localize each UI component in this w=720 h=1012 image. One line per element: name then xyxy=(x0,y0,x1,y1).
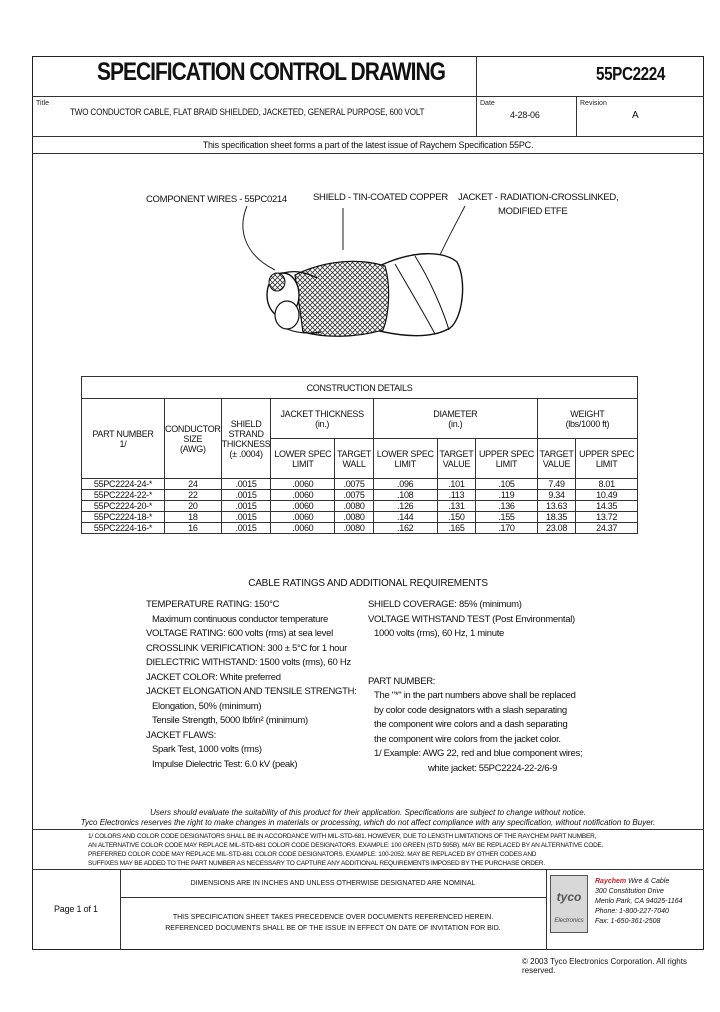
sub-weight-upper-1: UPPER SPEC xyxy=(579,448,635,459)
table-cell: .136 xyxy=(476,501,538,512)
ratings-left-column xyxy=(146,598,357,772)
note-line: PREFERRED COLOR CODE MAY REPLACE MIL-STD-681 COLOR CODE DESIGNATORS. EXAMPLE: 100-2052. MAY BE REPLACED BY OTHER CODES AND xyxy=(88,851,537,858)
table-cell: 24.37 xyxy=(576,523,638,534)
rating-line: CROSSLINK VERIFICATION: 300 ± 5°C for 1 hour xyxy=(146,642,348,654)
sub-diam-upper xyxy=(476,439,538,479)
sub-weight-target-2: VALUE xyxy=(542,458,571,469)
intro-divider xyxy=(32,153,704,154)
sub-diam-target-2: VALUE xyxy=(442,458,471,469)
table-cell: .0060 xyxy=(271,479,335,490)
rating-line: VOLTAGE WITHSTAND TEST (Post Environmental) xyxy=(368,613,575,625)
rating-line: Maximum continuous conductor temperature xyxy=(152,613,328,625)
table-row xyxy=(82,501,638,512)
note-line: AN ALTERNATIVE COLOR CODE MAY REPLACE MIL-STD-681 COLOR CODE DESIGNATORS. EXAMPLE: 100 GREEN (STD 595B). MAY BE REPLACED BY AN ALTERNATIVE CODE. xyxy=(88,842,604,849)
table-cell: .165 xyxy=(437,523,476,534)
company-address-1: 300 Constitution Drive xyxy=(595,888,664,895)
company-block xyxy=(595,877,683,927)
header-part-number xyxy=(82,399,165,479)
rating-line: JACKET COLOR: White preferred xyxy=(146,671,281,683)
sub-diam-target xyxy=(437,439,476,479)
sub-jacket-target-1: TARGET xyxy=(337,448,372,459)
table-cell: .096 xyxy=(373,479,437,490)
header-diameter xyxy=(373,399,537,439)
table-cell: .126 xyxy=(373,501,437,512)
header-conductor-1: CONDUCTOR xyxy=(165,423,221,434)
intro-text: This specification sheet forms a part of the latest issue of Raychem Specification 55PC. xyxy=(202,140,534,150)
rating-line: JACKET FLAWS: xyxy=(146,729,217,741)
table-cell: .131 xyxy=(437,501,476,512)
rating-line: the component wire colors and a dash separating xyxy=(374,719,568,730)
table-cell: .0060 xyxy=(271,523,335,534)
leader-wires xyxy=(243,206,275,270)
table-cell: .150 xyxy=(437,512,476,523)
date-label: Date xyxy=(480,100,495,107)
table-cell: 14.35 xyxy=(576,501,638,512)
rating-line: Spark Test, 1000 volts (rms) xyxy=(152,744,262,755)
table-cell: .0080 xyxy=(335,523,374,534)
sub-jacket-target-2: WALL xyxy=(342,458,366,469)
sub-diam-lower-2: LIMIT xyxy=(394,458,416,469)
sub-weight-target-1: TARGET xyxy=(539,448,574,459)
cable-illustration xyxy=(225,200,485,350)
header-diameter-2: (in.) xyxy=(448,418,463,429)
sub-diam-upper-2: LIMIT xyxy=(495,458,518,469)
header-shield-3: THICKNESS xyxy=(221,438,271,449)
sub-jacket-target xyxy=(335,439,374,479)
table-cell: .0060 xyxy=(271,512,335,523)
construction-title: CONSTRUCTION DETAILS xyxy=(82,377,638,399)
ratings-title: CABLE RATINGS AND ADDITIONAL REQUIREMENTS xyxy=(248,578,488,589)
ratings-right-column xyxy=(368,598,582,776)
table-cell: .0015 xyxy=(221,523,271,534)
tyco-logo-word: tyco xyxy=(556,890,582,904)
table-cell: 55PC2224-20-* xyxy=(82,501,165,512)
table-cell: .0060 xyxy=(271,490,335,501)
rating-line: 1/ Example: AWG 22, red and blue component wires; xyxy=(374,748,583,759)
date-value: 4-28-06 xyxy=(510,110,540,120)
title-value: TWO CONDUCTOR CABLE, FLAT BRAID SHIELDED, JACKETED, GENERAL PURPOSE, 600 VOLT xyxy=(70,107,425,117)
rating-line: Elongation, 50% (minimum) xyxy=(152,700,262,712)
table-cell: .101 xyxy=(437,479,476,490)
label-component-wires: COMPONENT WIRES - 55PC0214 xyxy=(146,194,287,205)
table-cell: .162 xyxy=(373,523,437,534)
page-number: Page 1 of 1 xyxy=(54,904,98,914)
rating-line: The "*" in the part numbers above shall be replaced xyxy=(374,690,576,701)
footer-vdivider-2 xyxy=(546,869,547,950)
footer-mid-rule xyxy=(120,897,546,898)
table-cell: 22 xyxy=(165,490,222,501)
table-cell: 55PC2224-22-* xyxy=(82,490,165,501)
table-cell: .0015 xyxy=(221,490,271,501)
header-weight-2: (lbs/1000 ft) xyxy=(565,418,610,429)
table-cell: .0015 xyxy=(221,512,271,523)
rating-line: Impulse Dielectric Test: 6.0 kV (peak) xyxy=(152,758,298,770)
table-cell: .0075 xyxy=(335,479,374,490)
rating-line: VOLTAGE RATING: 600 volts (rms) at sea level xyxy=(146,628,333,639)
rating-line: the component wire colors from the jacket color. xyxy=(374,733,561,745)
table-cell: .144 xyxy=(373,512,437,523)
table-cell: .0015 xyxy=(221,501,271,512)
header-weight xyxy=(537,399,637,439)
table-row xyxy=(82,479,638,490)
precedence-note-1: THIS SPECIFICATION SHEET TAKES PRECEDENCE OVER DOCUMENTS REFERENCED HEREIN. xyxy=(172,914,494,921)
company-address-2: Menlo Park, CA 94025-1164 xyxy=(595,898,683,905)
rating-line: PART NUMBER: xyxy=(368,675,436,687)
header-vdivider xyxy=(476,56,477,136)
table-cell: 13.63 xyxy=(537,501,576,512)
table-cell: 20 xyxy=(165,501,222,512)
label-shield: SHIELD - TIN-COATED COPPER xyxy=(313,192,448,203)
wire-strands xyxy=(269,273,285,291)
table-cell: .0060 xyxy=(271,501,335,512)
document-number: 55PC2224 xyxy=(596,64,665,84)
notice-divider xyxy=(32,829,704,830)
rating-line: SHIELD COVERAGE: 85% (minimum) xyxy=(368,599,522,610)
table-cell: 9.34 xyxy=(537,490,576,501)
note-line: SUFFIXES MAY BE ADDED TO THE PART NUMBER AS NECESSARY TO CAPTURE ANY ADDITIONAL REQUIREMENTS IMPOSED BY THE PURCHASE ORDER. xyxy=(88,860,546,867)
table-cell: 10.49 xyxy=(576,490,638,501)
table-row xyxy=(82,512,638,523)
sub-jacket-lower-1: LOWER SPEC xyxy=(274,448,332,459)
header-jacket-thickness xyxy=(271,399,373,439)
sub-weight-target xyxy=(537,439,576,479)
page-title: SPECIFICATION CONTROL DRAWING xyxy=(97,58,445,86)
table-cell: .108 xyxy=(373,490,437,501)
header-shield-2: STRAND xyxy=(228,428,264,439)
header-shield-4: (± .0004) xyxy=(229,448,263,459)
header-conductor xyxy=(165,399,222,479)
table-cell: 16 xyxy=(165,523,222,534)
header-shield-1: SHIELD xyxy=(230,418,262,429)
title-label: Title xyxy=(36,100,49,107)
table-cell: .0080 xyxy=(335,501,374,512)
table-cell: .170 xyxy=(476,523,538,534)
sub-jacket-lower-2: LIMIT xyxy=(292,458,314,469)
header-divider xyxy=(32,96,704,97)
table-cell: .0075 xyxy=(335,490,374,501)
table-cell: 13.72 xyxy=(576,512,638,523)
table-row xyxy=(82,523,638,534)
header-conductor-3: (AWG) xyxy=(179,443,206,454)
notice-evaluate: Users should evaluate the suitability of this product for their application. Specifications are subject to change without notice. xyxy=(150,808,586,817)
header-jacket-2: (in.) xyxy=(315,418,330,429)
table-cell: 18 xyxy=(165,512,222,523)
wire-end-2 xyxy=(275,301,299,329)
copyright: © 2003 Tyco Electronics Corporation. All rights reserved. xyxy=(522,957,687,975)
construction-table xyxy=(81,376,638,534)
header-part-number-text: PART NUMBER xyxy=(92,428,154,439)
table-cell: .119 xyxy=(476,490,538,501)
rating-line: 1000 volts (rms), 60 Hz, 1 minute xyxy=(374,628,505,639)
rating-line: Tensile Strength, 5000 lbf/in² (minimum) xyxy=(152,715,308,726)
header-part-number-note: 1/ xyxy=(119,438,127,449)
sub-diam-lower xyxy=(373,439,437,479)
sub-diam-upper-1: UPPER SPEC xyxy=(478,448,534,459)
header-diameter-1: DIAMETER xyxy=(433,408,478,419)
table-cell: 55PC2224-18-* xyxy=(82,512,165,523)
rating-line: white jacket: 55PC2224-22-2/6-9 xyxy=(428,762,558,774)
sub-weight-upper xyxy=(576,439,638,479)
table-cell: .0015 xyxy=(221,479,271,490)
table-cell: 55PC2224-16-* xyxy=(82,523,165,534)
tyco-logo-sub: Electronics xyxy=(554,918,584,924)
table-cell: .0080 xyxy=(335,512,374,523)
note-line: 1/ COLORS AND COLOR CODE DESIGNATORS SHALL BE IN ACCORDANCE WITH MIL-STD-681. HOWEVER, DUE TO LENGTH LIMITATIONS OF THE RAYCHEM PART NUMBER, xyxy=(88,833,597,840)
table-cell: 8.01 xyxy=(576,479,638,490)
date-rev-vdivider xyxy=(576,96,577,136)
table-cell: 24 xyxy=(165,479,222,490)
company-brand: Raychem xyxy=(595,878,627,885)
tyco-logo xyxy=(550,875,588,933)
leader-jacket xyxy=(440,206,465,255)
header-weight-1: WEIGHT xyxy=(570,408,605,419)
precedence-note-2: REFERENCED DOCUMENTS SHALL BE OF THE ISSUE IN EFFECT ON DATE OF INVITATION FOR BID. xyxy=(165,925,501,932)
label-jacket-1: JACKET - RADIATION-CROSSLINKED, xyxy=(458,192,619,203)
table-cell: .113 xyxy=(437,490,476,501)
revision-label: Revision xyxy=(580,100,607,107)
braid-shape xyxy=(295,261,389,336)
header-jacket-1: JACKET THICKNESS xyxy=(280,408,364,419)
table-cell: 7.49 xyxy=(537,479,576,490)
table-cell: 18.35 xyxy=(537,512,576,523)
label-jacket-2: MODIFIED ETFE xyxy=(498,206,568,217)
sub-diam-lower-1: LOWER SPEC xyxy=(376,448,434,459)
rating-line: TEMPERATURE RATING: 150°C xyxy=(146,599,280,610)
sub-weight-upper-2: LIMIT xyxy=(595,458,618,469)
company-name xyxy=(595,877,683,887)
table-cell: .105 xyxy=(476,479,538,490)
table-cell: .155 xyxy=(476,512,538,523)
header-conductor-2: SIZE xyxy=(183,433,203,444)
dims-note: DIMENSIONS ARE IN INCHES AND UNLESS OTHERWISE DESIGNATED ARE NOMINAL xyxy=(190,880,476,887)
revision-value: A xyxy=(632,110,639,121)
title-divider xyxy=(32,136,704,137)
table-cell: 55PC2224-24-* xyxy=(82,479,165,490)
rating-line: by color code designators with a slash separating xyxy=(374,704,567,716)
company-phone: Phone: 1-800-227-7040 xyxy=(595,908,669,915)
header-shield xyxy=(221,399,271,479)
company-suffix: Wire & Cable xyxy=(626,878,670,885)
table-cell: 23.08 xyxy=(537,523,576,534)
table-row xyxy=(82,490,638,501)
color-code-notes xyxy=(88,832,688,868)
company-fax: Fax: 1-650-361-2508 xyxy=(595,918,661,925)
rating-line: JACKET ELONGATION AND TENSILE STRENGTH: xyxy=(146,686,357,697)
sub-diam-target-1: TARGET xyxy=(439,448,474,459)
sub-jacket-lower xyxy=(271,439,335,479)
notice-changes: Tyco Electronics reserves the right to make changes in materials or processing, which do not affect compliance with any specification, without notification to Buyer. xyxy=(80,818,656,827)
rating-line: DIELECTRIC WITHSTAND: 1500 volts (rms), 60 Hz xyxy=(146,657,351,668)
footer-top-rule xyxy=(32,869,704,870)
